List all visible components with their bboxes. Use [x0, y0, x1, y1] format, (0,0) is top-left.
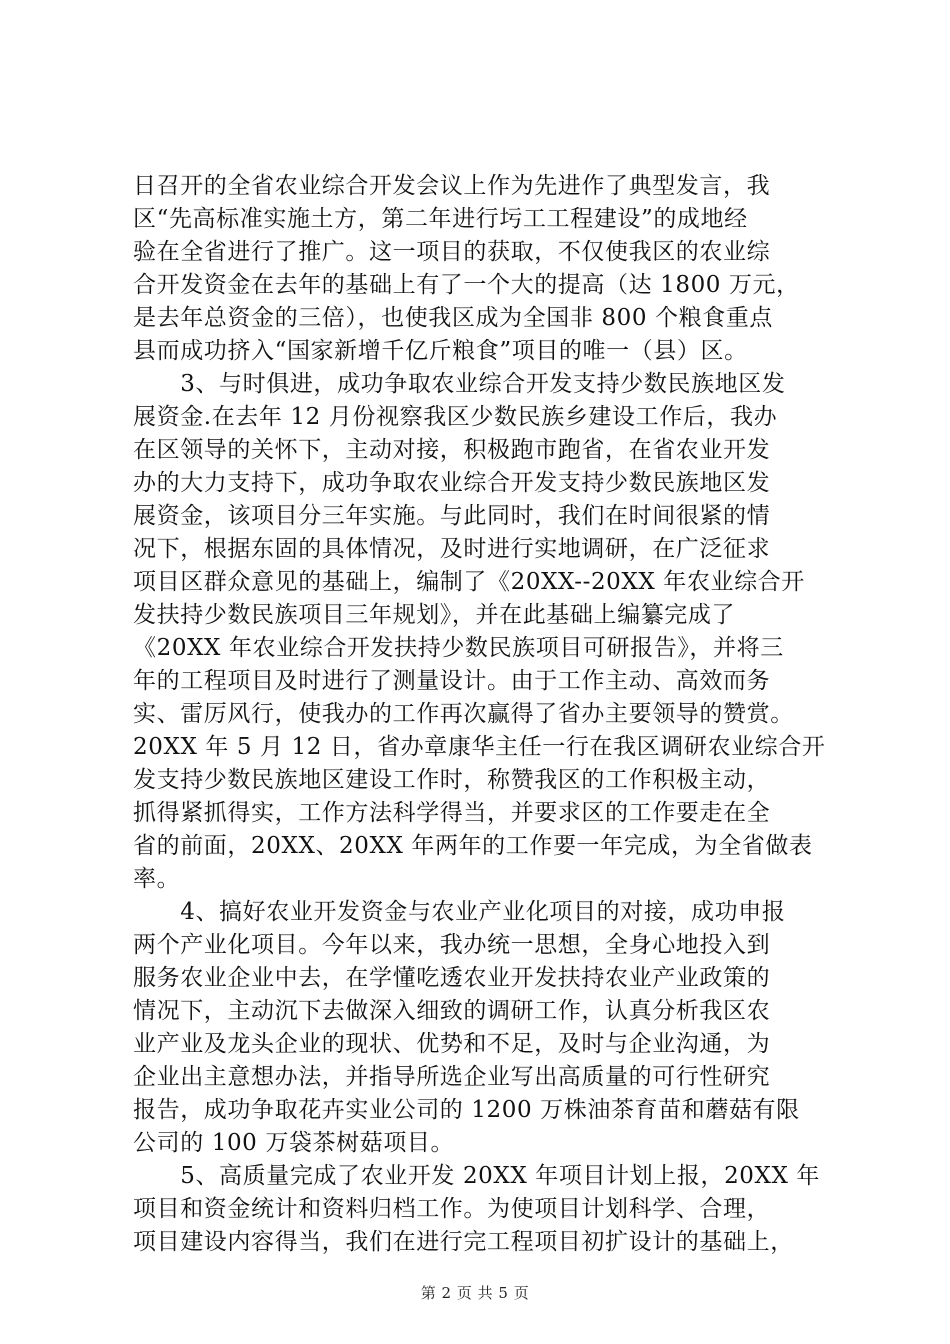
text-line: 3、与时俱进，成功争取农业综合开发支持少数民族地区发: [133, 371, 786, 397]
page-footer: 第 2 页 共 5 页: [420, 1284, 530, 1302]
text-line: 率。: [133, 866, 181, 892]
text-line: 合开发资金在去年的基础上有了一个大的提高（达 1800 万元，: [133, 272, 800, 298]
text-line: 20XX 年 5 月 12 日，省办章康华主任一行在我区调研农业综合开: [133, 734, 826, 760]
text-line: 日召开的全省农业综合开发会议上作为先进作了典型发言，我: [133, 173, 771, 199]
text-line: 展资金.在去年 12 月份视察我区少数民族乡建设工作后，我办: [133, 404, 778, 430]
text-line: 报告，成功争取花卉实业公司的 1200 万株油茶育苗和蘑菇有限: [133, 1097, 800, 1123]
text-line: 发扶持少数民族项目三年规划》，并在此基础上编纂完成了: [133, 602, 736, 628]
text-line: 项目建设内容得当，我们在进行完工程项目初扩设计的基础上，: [133, 1229, 794, 1255]
text-line: 业产业及龙头企业的现状、优势和不足，及时与企业沟通，为: [133, 1031, 771, 1057]
text-line: 企业出主意想办法，并指导所选企业写出高质量的可行性研究: [133, 1064, 771, 1090]
text-line: 展资金，该项目分三年实施。与此同时，我们在时间很紧的情: [133, 503, 771, 529]
text-line: 省的前面，20XX、20XX 年两年的工作要一年完成，为全省做表: [133, 833, 813, 859]
text-line: 年的工程项目及时进行了测量设计。由于工作主动、高效而务: [133, 668, 771, 694]
text-line: 《20XX 年农业综合开发扶持少数民族项目可研报告》，并将三: [133, 635, 784, 661]
text-line: 办的大力支持下，成功争取农业综合开发支持少数民族地区发: [133, 470, 771, 496]
text-line: 5、高质量完成了农业开发 20XX 年项目计划上报，20XX 年: [133, 1163, 820, 1189]
text-line: 4、搞好农业开发资金与农业产业化项目的对接，成功申报: [133, 899, 786, 925]
text-line: 是去年总资金的三倍），也使我区成为全国非 800 个粮食重点: [133, 305, 774, 331]
text-line: 县而成功挤入“国家新增千亿斤粮食”项目的唯一（县）区。: [133, 338, 748, 364]
text-line: 实、雷厉风行，使我办的工作再次赢得了省办主要领导的赞赏。: [133, 701, 794, 727]
text-line: 区“先高标准实施土方，第二年进行圬工工程建设”的成地经: [133, 206, 748, 232]
text-line: 发支持少数民族地区建设工作时，称赞我区的工作积极主动，: [133, 767, 771, 793]
text-line: 项目和资金统计和资料归档工作。为使项目计划科学、合理，: [133, 1196, 771, 1222]
text-line: 验在全省进行了推广。这一项目的获取，不仅使我区的农业综: [133, 239, 771, 265]
text-line: 在区领导的关怀下，主动对接，积极跑市跑省，在省农业开发: [133, 437, 771, 463]
text-line: 两个产业化项目。今年以来，我办统一思想，全身心地投入到: [133, 932, 771, 958]
text-line: 抓得紧抓得实，工作方法科学得当，并要求区的工作要走在全: [133, 800, 771, 826]
body-text: [133, 170, 853, 1259]
text-line: 项目区群众意见的基础上，编制了《20XX--20XX 年农业综合开: [133, 569, 805, 595]
text-line: 况下，根据东固的具体情况，及时进行实地调研，在广泛征求: [133, 536, 771, 562]
text-line: 服务农业企业中去，在学懂吃透农业开发扶持农业产业政策的: [133, 965, 771, 991]
text-line: 公司的 100 万袋茶树菇项目。: [133, 1130, 455, 1156]
text-line: 情况下，主动沉下去做深入细致的调研工作，认真分析我区农: [133, 998, 771, 1024]
